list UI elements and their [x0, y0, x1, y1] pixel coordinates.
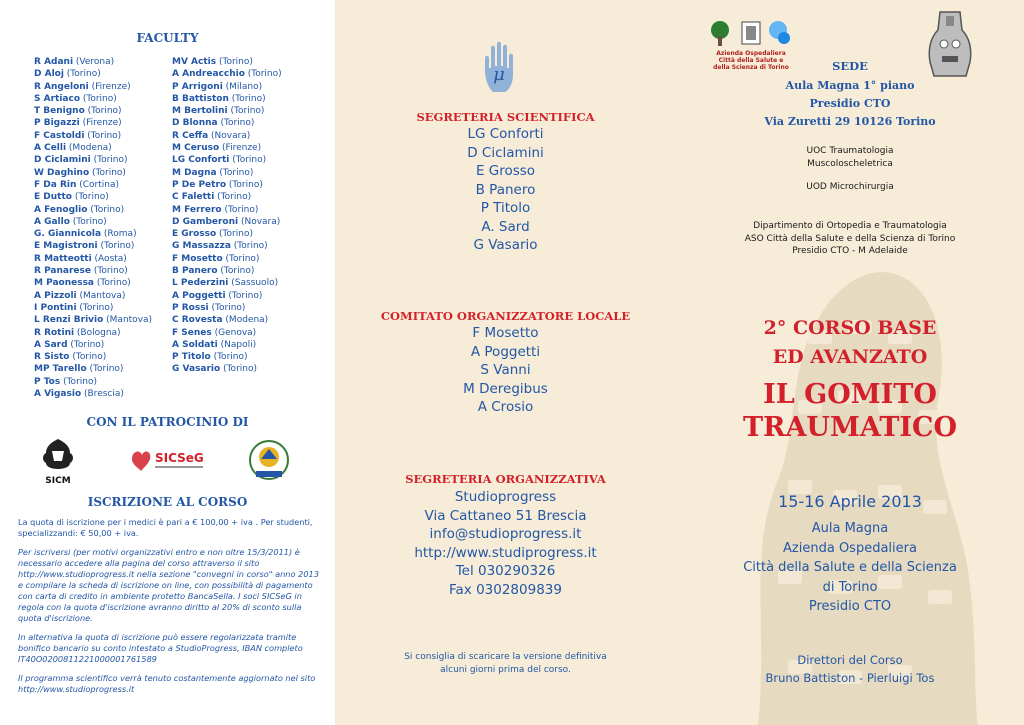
faculty-member-city: (Mantova) — [76, 290, 126, 301]
faculty-member-name: D Gamberoni — [172, 216, 239, 227]
faculty-member-name: P De Petro — [172, 179, 227, 190]
faculty-member-name: A Fenoglio — [34, 204, 88, 215]
cto-logo-line1: Azienda Ospedaliera — [716, 50, 786, 57]
faculty-member-name: F Mosetto — [172, 253, 223, 264]
faculty-member-name: P Titolo — [172, 352, 211, 363]
faculty-member-city: (Torino) — [90, 266, 128, 277]
faculty-member — [172, 363, 282, 375]
faculty-column-2 — [172, 56, 282, 376]
faculty-member — [34, 154, 152, 166]
faculty-member — [34, 388, 152, 400]
faculty-member-name: D Blonna — [172, 118, 218, 129]
iscrizione-programma: Il programma scientifico verrà tenuto costantemente aggiornato nel sito http://www.studioprogress.it — [18, 673, 316, 694]
course-directors — [676, 651, 1024, 687]
faculty-member-city: (Torino) — [230, 241, 268, 252]
faculty-member-city: (Torino) — [228, 93, 266, 104]
segreteria-organizzativa-line: info@studioprogress.it — [429, 526, 582, 542]
faculty-member — [34, 314, 152, 326]
faculty-member-city: (Torino) — [214, 192, 252, 203]
download-note — [335, 651, 676, 677]
faculty-member — [172, 154, 282, 166]
faculty-member — [34, 302, 152, 314]
faculty-member-name: A Sard — [34, 339, 68, 350]
comitato-member: S Vanni — [480, 362, 531, 378]
faculty-member — [172, 302, 282, 314]
faculty-member-city: (Torino) — [222, 253, 260, 264]
faculty-member-city: (Roma) — [101, 229, 137, 240]
dipartimento-line2: ASO Città della Salute e della Scienza di Torino — [744, 233, 956, 244]
faculty-member-name: M Ceruso — [172, 143, 220, 154]
faculty-member — [34, 204, 152, 216]
faculty-member-name: L Pederzini — [172, 278, 229, 289]
faculty-member-name: R Ceffa — [172, 130, 209, 141]
faculty-member-name: A Andreacchio — [172, 69, 245, 80]
iscrizione-bonifico: In alternativa la quota di iscrizione può essere regolarizzata tramite bonifico bancario su conto intestato a StudioProgress, IBAN completo IT40O0200811221000001761589 — [18, 632, 303, 664]
directors-names: Bruno Battiston - Pierluigi Tos — [765, 671, 935, 685]
segreteria-scientifica-member: G Vasario — [473, 237, 538, 253]
segreteria-organizzativa-title: SEGRETERIA ORGANIZZATIVA — [405, 472, 606, 486]
faculty-member-name: G. Giannicola — [34, 229, 102, 240]
faculty-member — [34, 351, 152, 363]
patrocinio-title: CON IL PATROCINIO DI — [86, 415, 249, 429]
faculty-member-name: R Adani — [34, 57, 74, 67]
faculty-member — [172, 314, 282, 326]
faculty-member-name: LG Conforti — [172, 155, 230, 166]
faculty-member — [34, 327, 152, 339]
faculty-member — [34, 179, 152, 191]
faculty-member-name: C Rovesta — [172, 315, 223, 326]
sede-address — [676, 77, 1024, 131]
course-date: 15-16 Aprile 2013 — [778, 492, 922, 511]
course-subtitle — [676, 314, 1024, 372]
faculty-member-name: D Ciclamini — [34, 155, 91, 166]
segreteria-organizzativa-list — [335, 488, 676, 599]
faculty-member — [172, 130, 282, 142]
faculty-member-city: (Torino) — [71, 192, 109, 203]
faculty-member-name: F Castoldi — [34, 130, 85, 141]
faculty-member-city: (Torino) — [210, 352, 248, 363]
sede-line: Via Zuretti 29 10126 Torino — [764, 115, 936, 128]
sede-line: Aula Magna 1° piano — [785, 79, 915, 92]
faculty-member-name: P Tos — [34, 376, 61, 387]
faculty-member — [34, 216, 152, 228]
segreteria-organizzativa-line: Fax 0302809839 — [449, 581, 562, 598]
faculty-member-name: G Massazza — [172, 241, 231, 252]
segreteria-organizzativa-line: Tel 030290326 — [455, 563, 556, 579]
faculty-member-name: F Da Rin — [34, 179, 77, 190]
faculty-member — [172, 56, 282, 68]
venue-line: Azienda Ospedaliera — [783, 540, 917, 556]
faculty-member-name: A Poggetti — [172, 290, 226, 301]
faculty-member-name: F Senes — [172, 327, 212, 338]
faculty-member — [34, 130, 152, 142]
faculty-member-city: (Torino) — [216, 167, 254, 178]
comitato-member: A Poggetti — [470, 343, 541, 360]
faculty-member-name: A Pizzoli — [34, 290, 77, 301]
faculty-member-city: (Torino) — [225, 290, 263, 301]
faculty-member-name: P Rossi — [172, 302, 209, 313]
iscrizione-body — [18, 517, 326, 703]
faculty-member — [34, 290, 152, 302]
faculty-member-name: A Vigasio — [34, 389, 82, 400]
faculty-member-name: A Celli — [34, 143, 67, 154]
dipartimento-line1: Dipartimento di Ortopedia e Traumatologia — [753, 221, 947, 231]
uoc-unit — [676, 145, 1024, 171]
segreteria-organizzativa-line: Via Cattaneo 51 Brescia — [424, 507, 587, 524]
cto-logo-line3: della Scienza di Torino — [713, 64, 789, 71]
faculty-title: FACULTY — [136, 31, 199, 45]
faculty-member-name: C Faletti — [172, 192, 215, 203]
faculty-member-name: B Battiston — [172, 93, 229, 104]
course-title — [676, 378, 1024, 444]
faculty-member — [172, 93, 282, 105]
faculty-member — [172, 351, 282, 363]
faculty-member-city: (Milano) — [222, 81, 263, 92]
uoc-line2: Muscoloscheletrica — [807, 159, 893, 169]
directors-label: Direttori del Corso — [797, 653, 903, 667]
otodi-logo-icon — [248, 439, 290, 481]
faculty-member — [172, 265, 282, 277]
faculty-member — [172, 228, 282, 240]
hand-mu-logo-icon — [475, 40, 531, 96]
segreteria-scientifica-member: P Titolo — [480, 200, 531, 216]
faculty-member — [34, 376, 152, 388]
faculty-member-name: L Renzi Brivio — [34, 315, 104, 326]
comitato-title: COMITATO ORGANIZZATORE LOCALE — [380, 309, 631, 323]
segreteria-scientifica-member: B Panero — [475, 181, 536, 198]
segreteria-scientifica-member: E Grosso — [475, 163, 536, 179]
faculty-member-city: (Torino) — [69, 216, 107, 227]
faculty-member — [34, 191, 152, 203]
segreteria-scientifica-list — [335, 125, 676, 255]
faculty-member — [34, 68, 152, 80]
faculty-member-name: M Dagna — [172, 167, 217, 178]
faculty-member-name: MP Tarello — [34, 364, 87, 375]
faculty-member-city: (Mantova) — [103, 315, 153, 326]
faculty-member-name: W Daghino — [34, 167, 90, 178]
download-note-line2: alcuni giorni prima del corso. — [440, 665, 571, 675]
faculty-member-name: R Matteotti — [34, 253, 92, 264]
dipartimento — [676, 220, 1024, 258]
faculty-member-city: (Napoli) — [217, 339, 257, 350]
faculty-member-city: (Torino) — [226, 179, 263, 190]
uoc-line1: UOC Traumatologia — [806, 146, 894, 156]
faculty-member-name: R Sisto — [34, 352, 70, 363]
comitato-member: M Deregibus — [463, 380, 548, 397]
segreteria-scientifica-member: A. Sard — [481, 218, 530, 235]
faculty-member — [34, 56, 152, 68]
faculty-member — [172, 81, 282, 93]
segreteria-scientifica-member: D Ciclamini — [467, 144, 544, 161]
faculty-member — [172, 290, 282, 302]
faculty-member — [172, 240, 282, 252]
faculty-member-name: R Panarese — [34, 266, 91, 277]
faculty-member — [34, 228, 152, 240]
comitato-list — [335, 324, 676, 417]
faculty-member-city: (Torino) — [76, 302, 114, 313]
faculty-member-name: D Aloj — [34, 69, 64, 80]
faculty-member-city: (Firenze) — [79, 118, 122, 129]
faculty-member — [172, 191, 282, 203]
faculty-member-city: (Torino) — [90, 155, 128, 166]
faculty-member-city: (Torino) — [244, 69, 282, 80]
faculty-member-city: (Torino) — [221, 204, 259, 215]
course-subtitle-line1: 2° CORSO BASE — [763, 317, 937, 339]
faculty-member-name: P Arrigoni — [172, 81, 223, 92]
faculty-member — [172, 117, 282, 129]
faculty-member — [172, 277, 282, 289]
faculty-member-city: (Torino) — [217, 266, 255, 277]
faculty-member — [172, 339, 282, 351]
faculty-member-city: (Torino) — [60, 376, 97, 387]
faculty-member-city: (Firenze) — [219, 143, 262, 154]
faculty-member — [172, 142, 282, 154]
faculty-member-city: (Torino) — [227, 106, 265, 117]
faculty-member — [172, 327, 282, 339]
left-panel — [0, 0, 335, 725]
sede-line: Presidio CTO — [809, 97, 891, 110]
comitato-member: A Crosio — [477, 399, 534, 415]
venue-line: Aula Magna — [811, 521, 889, 536]
faculty-member — [34, 339, 152, 351]
faculty-member — [34, 81, 152, 93]
faculty-member — [172, 105, 282, 117]
faculty-member — [34, 93, 152, 105]
faculty-member-city: (Torino) — [84, 130, 122, 141]
dipartimento-line3: Presidio CTO - M Adelaide — [792, 246, 908, 256]
segreteria-organizzativa-line: http://www.studiprogress.it — [414, 544, 597, 561]
faculty-member-name: P Bigazzi — [34, 118, 80, 129]
venue-line: Città della Salute e della Scienza — [743, 560, 957, 575]
iscrizione-title: ISCRIZIONE AL CORSO — [87, 495, 248, 509]
faculty-member-city: (Torino) — [208, 302, 246, 313]
faculty-member-city: (Torino) — [89, 167, 126, 178]
iscrizione-procedura: Per iscriversi (per motivi organizzativi entro e non oltre 15/3/2011) è necessario accedere alla pagina del corso attraverso il sito http://www.studioprogress.it nella sezione "convegni in corso" anno 2013 e compilare la scheda di iscrizione on line, con possibilità di pagamento con carta di credito in ambiente protetto BancaSella. I soci SICSeG in regola con la quota d'iscrizione avranno diritto al 20% di sconto sulla quota d'iscrizione. — [18, 547, 319, 623]
faculty-member-city: (Torino) — [67, 339, 105, 350]
faculty-member-name: E Dutto — [34, 192, 72, 203]
faculty-member — [34, 253, 152, 265]
faculty-member — [34, 265, 152, 277]
course-subtitle-line2: ED AVANZATO — [772, 346, 928, 368]
faculty-member-name: R Angeloni — [34, 81, 89, 92]
faculty-member-name: E Magistroni — [34, 241, 98, 252]
venue-line: Presidio CTO — [808, 599, 892, 614]
faculty-member — [172, 253, 282, 265]
faculty-member-city: (Modena) — [66, 143, 112, 154]
faculty-member-city: (Torino) — [69, 352, 107, 363]
faculty-member-city: (Torino) — [229, 155, 267, 166]
iscrizione-quota: La quota di iscrizione per i medici è pari a € 100,00 + iva . Per studenti, specializzandi: € 50,00 + iva. — [18, 517, 313, 538]
faculty-member-city: (Torino) — [94, 278, 131, 289]
faculty-member-city: (Brescia) — [81, 389, 124, 400]
sede-title: SEDE — [832, 59, 868, 73]
uod-unit: UOD Microchirurgia — [806, 182, 894, 192]
faculty-member-city: (Torino) — [84, 106, 122, 117]
faculty-member-city: (Bologna) — [74, 327, 121, 338]
faculty-member-name: M Bertolini — [172, 106, 228, 117]
faculty-member-name: A Gallo — [34, 216, 70, 227]
faculty-member — [34, 363, 152, 375]
venue-line: di Torino — [822, 579, 878, 595]
course-title-line1: IL GOMITO — [763, 379, 937, 410]
faculty-member-city: (Torino) — [80, 93, 117, 104]
faculty-member-name: R Rotini — [34, 327, 75, 338]
faculty-member-city: (Torino) — [86, 364, 124, 375]
faculty-member-city: (Sassuolo) — [228, 278, 279, 289]
faculty-member-name: S Artiaco — [34, 93, 80, 104]
faculty-member-city: (Torino) — [220, 364, 257, 375]
sicm-logo-icon — [38, 437, 78, 487]
course-venue — [676, 519, 1024, 617]
faculty-member-city: (Torino) — [63, 69, 101, 80]
faculty-member-city: (Cortina) — [76, 179, 120, 190]
faculty-member-name: G Vasario — [172, 364, 221, 375]
faculty-member-name: M Ferrero — [172, 204, 222, 215]
faculty-member-city: (Aosta) — [91, 253, 127, 264]
faculty-member-name: E Grosso — [172, 229, 217, 240]
faculty-member-city: (Verona) — [73, 57, 115, 67]
sicm-label: SICM — [45, 476, 71, 486]
segreteria-scientifica-title: SEGRETERIA SCIENTIFICA — [416, 110, 595, 124]
course-title-line2: TRAUMATICO — [742, 412, 958, 443]
faculty-member — [172, 204, 282, 216]
faculty-member-city: (Genova) — [211, 327, 257, 338]
faculty-member-city: (Firenze) — [88, 81, 131, 92]
comitato-member: F Mosetto — [472, 325, 539, 341]
segreteria-organizzativa-line: Studioprogress — [454, 489, 557, 505]
faculty-member-city: (Novara) — [208, 130, 251, 141]
middle-panel — [335, 0, 676, 725]
cto-logo-line2: Città della Salute e — [718, 57, 784, 64]
faculty-member-name: MV Actis — [172, 57, 217, 67]
svg-text:μ: μ — [493, 64, 505, 85]
sicseg-label: SICSeG — [155, 451, 204, 465]
faculty-member-name: B Panero — [172, 266, 218, 277]
right-panel — [676, 0, 1024, 725]
faculty-member — [34, 277, 152, 289]
faculty-member — [34, 142, 152, 154]
faculty-member-city: (Torino) — [216, 57, 253, 67]
segreteria-scientifica-member: LG Conforti — [467, 126, 544, 142]
faculty-member-name: M Paonessa — [34, 278, 94, 289]
download-note-line1: Si consiglia di scaricare la versione definitiva — [404, 652, 607, 662]
faculty-member — [172, 216, 282, 228]
faculty-member — [172, 68, 282, 80]
faculty-column-1 — [34, 56, 152, 400]
faculty-member-city: (Torino) — [97, 241, 135, 252]
faculty-member — [34, 105, 152, 117]
faculty-member-city: (Novara) — [238, 216, 281, 227]
faculty-member-name: T Benigno — [34, 106, 85, 117]
faculty-member-city: (Torino) — [216, 229, 253, 240]
faculty-member-city: (Torino) — [87, 204, 125, 215]
faculty-member — [172, 179, 282, 191]
faculty-member-name: A Soldati — [172, 339, 218, 350]
faculty-member — [34, 117, 152, 129]
faculty-member — [34, 167, 152, 179]
faculty-member — [172, 167, 282, 179]
faculty-member-city: (Modena) — [222, 315, 269, 326]
faculty-member-city: (Torino) — [217, 118, 255, 129]
patrocinio-logos — [0, 437, 335, 489]
faculty-member — [34, 240, 152, 252]
faculty-member-name: I Pontini — [34, 302, 77, 313]
sicseg-logo-icon — [128, 445, 208, 473]
